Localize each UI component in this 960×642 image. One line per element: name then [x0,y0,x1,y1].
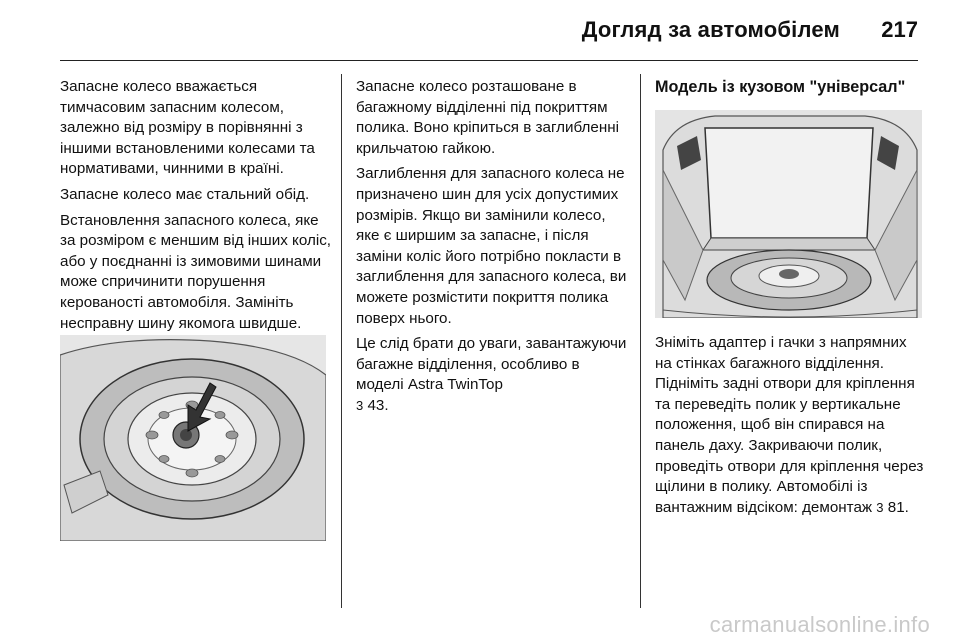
paragraph: Встановлення запасного колеса, яке за розміром є меншим від інших коліс, або у поєднанні із зимовими шинами може спричинити порушення керованості автомобіля. Замініть несправну шину якомога швидше. [60,211,332,332]
paragraph-note [356,334,628,416]
trunk-floor-illustration [655,110,922,318]
header-divider [60,60,918,61]
page-header [0,0,960,62]
paragraph: Запасне колесо має стальний обід. [60,185,310,203]
paragraph: Заглиблення для запасного колеса не призначено шин для усіх допустимих розмірів. Якщо ви замінили колесо, яке є ширшим за запасне, і після заміни коліс його потрібно покласти в заглиблення для запасного колеса, ви можете розмістити покриття полика поверх нього. [356,165,627,327]
paragraph [655,333,925,518]
page-reference-number[interactable]: 81. [887,498,909,516]
note-text: Це слід брати до уваги, завантажуючи багажне відділення, особливо в моделі Astra TwinTop [356,335,627,394]
paragraph: Запасне колесо розташоване в багажному відділенні під покриттям полика. Воно кріпиться в заглибленні крильчатою гайкою. [356,78,619,157]
paragraph: Запасне колесо вважається тимчасовим запасним колесом, залежно від розміру в порівнянні з іншими встановленими колесами та нормативами, чинними в країні. [60,78,315,178]
column-divider-2 [640,74,641,608]
column-3-body [655,333,925,523]
page-number: 217 [881,17,918,42]
column-2 [356,77,628,422]
page-reference-icon: 3 [356,397,364,413]
column-divider-1 [341,74,342,608]
instruction-text: Зніміть адаптер і гачки з напрямних на стінках багажного відділення. Підніміть задні отвори для кріплення та переведіть полик у вертикальне положення, щоб він спирався на панель даху. Закриваючи полик, проведіть отвори для кріплення через щілини в полику. Автомобілі із вантажним відсіком: демонтаж [655,334,924,516]
column-3 [655,77,925,106]
section-heading: Модель із кузовом "універсал" [655,78,906,96]
page-reference-icon: 3 [876,499,884,515]
page-reference-number[interactable]: 43. [367,396,389,414]
spare-wheel-illustration [60,335,326,541]
page-title: Догляд за автомобілем [581,17,840,42]
column-1 [60,77,332,339]
watermark-text: carmanualsonline.info [709,612,930,637]
